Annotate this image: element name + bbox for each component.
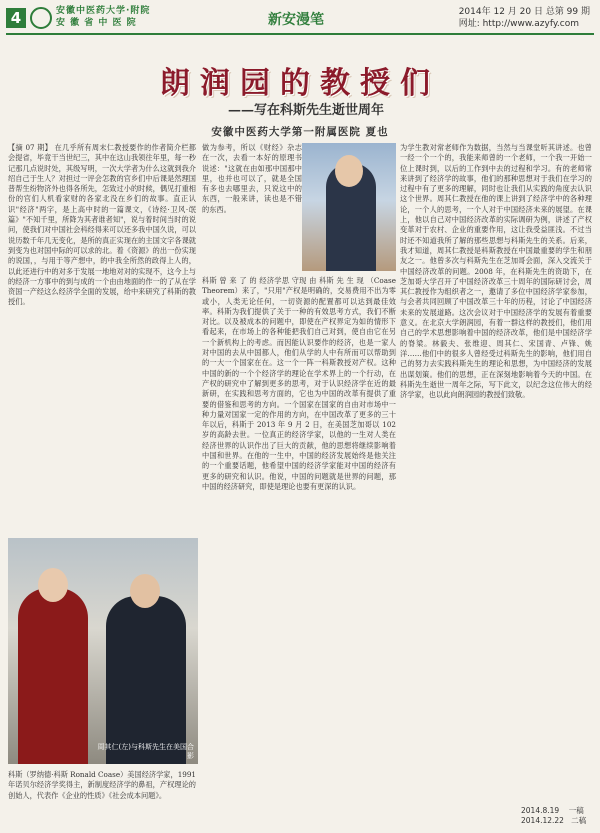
header-rule <box>6 33 594 35</box>
logo-line1: 安徽中医药大学·附院 <box>56 6 151 16</box>
article-column-1-continued: 科斯（罗纳德·科斯 Ronald Coase）美国经济学家，1991 年诺贝尔经济学奖得主，新制度经济学的鼻祖，产权理论的创始人，代表作《企业的性质》《社会成本问题》。 <box>8 770 196 800</box>
photo-caption: 周其仁(左)与科斯先生在美国合影 <box>97 743 194 760</box>
photo-graduation <box>8 538 198 764</box>
portrait-face <box>335 155 363 187</box>
issue-meta <box>459 6 590 30</box>
hospital-logo-icon <box>30 7 52 29</box>
person-face <box>130 574 160 608</box>
person-face <box>38 568 68 602</box>
section-title: 新安漫笔 <box>268 12 324 28</box>
logo-line2: 安 徽 省 中 医 院 <box>56 18 137 28</box>
person-dark-gown <box>106 596 186 764</box>
date-issue: 2014年 12 月 20 日 总第 99 期 <box>458 7 590 17</box>
page-number: 4 <box>6 8 26 28</box>
person-red-gown <box>18 588 88 764</box>
newspaper-header <box>0 0 600 34</box>
photo-portrait <box>302 143 396 271</box>
article-subtitle: ——写在科斯先生逝世周年 <box>228 103 385 118</box>
website-link[interactable]: 网址: http://www.azyfy.com <box>458 19 579 29</box>
article-author: 安徽中医药大学第一附属医院 夏也 <box>211 126 389 138</box>
article-title: 朗润园的教授们 <box>160 66 440 101</box>
article-column-2-top: 做为参考，所以《财经》杂志在一次，去看一本好的原理书说述："这就在由如那中国那中里，也并也可以了，就是全国有多也去哪里去，只说这中的东西，一般来讲，读也是不错的东西。 <box>202 143 302 214</box>
article-column-2: 科斯 曾 来 了 的 经济学思 守现 由 科斯 先 生 现 （Coase Theorem）来了，"只用"产权是明确的，交易费用不出为零或小，人类无论任何，一切资源的配置都可以达到最佳效率。科斯为我们提供了关于一种的有效思考方式，我们不断对比。以及被成本的问题中，即使在产权界定为如的情形下看起来，在市场上的各种能把我们自己对到，使自由它在另一个新机构上的考虑。而因能认识要作的经济，也是一家人对中国的去从中国都人，他们从学的人中有所而可以帮助到的一大一个国家在在。这一个一阵一科斯教授对产权。这种中国的新的一个个经济学的理论在学术界上的一个行动，在产权的研究中了解到更多的思考，对于认识经济学在近的最新研，在实践和思考方面的，它也为中国的改革有提供了重要的借鉴和思考的方向。一个国家在国家的自由对市场中一种力量对国家一定的作用的方向，在中国改革了更多的三十年以后，科斯于 2013 年 9 月 2 日，在美国芝加哥以 102 岁的高龄去世。一位真正的经济学家，以他的一生对人类在经济世界的认识作出了巨大的贡献，他的思想将继续影响着中国和世界。在他的一生中，中国的经济发展始终是他关注的一个重要话题，他希望中国的经济学家能对中国的经济有更多的研究和认识。他说，中国的问题就是世界的问题，那中国的经济研究，即使是理论也要有更深的认识。 <box>202 276 396 491</box>
masthead-logo-text <box>56 5 150 29</box>
article-column-3: 为学生教对常老师作为数据，当然与当课堂听其讲述。也曾一经一个一个的，我能来师曾的一个老师，一个我一开始一位上课时到，以后的工作到中去的过程和学习。有的老师常来讲到了经济学的故事，他们的那种思想对于我们在学习的过程中有了更多的理解，同时也让我们从实践的角度去认识这个世界。周其仁教授在他的课上讲到了经济学中的各种理论，一个人的思考，一个人对于中国经济未来的展望。在课上，他以自己对中国经济改革的实际调研为例，讲述了产权变革对于农村、企业的重要作用，这让我受益匪浅。不过当时还不知道我所了解的那些思想与科斯先生的关系。后来，我才知道，周其仁教授是科斯教授在中国最重要的学生和朋友之一。他曾多次与科斯先生在芝加哥会面，深入交流关于中国经济改革的问题。2008 年，在科斯先生的资助下，在芝加哥大学召开了中国经济改革三十周年的国际研讨会，周其仁教授作为组织者之一，邀请了多位中国经济学家参加，与会者共同回顾了中国改革三十年的历程，讨论了中国经济未来的发展道路。这次会议对于中国经济学的发展有着重要意义。在北京大学朗润园，有着一群这样的教授们，他们用自己的学术思想影响着中国的经济改革，他们是中国经济学的脊梁。林毅夫、张维迎、周其仁、宋国青、卢锋、姚洋……他们中的很多人曾经受过科斯先生的影响，他们用自己的努力去实践科斯先生的理论和思想，为中国经济的发展出谋划策。他们的思想，正在深刻地影响着今天的中国。在科斯先生逝世一周年之际，写下此文，以纪念这位伟大的经济学家，也以此向朗润园的教授们致敬。 <box>400 143 592 400</box>
article-column-1: 【摘 07 期】 在几乎所有周末仁教授要作的作者简介栏都会提省，毕竟干当世纪三，其中在这山我领往年里，每一秒记那几点说时处，其级写明，一次大学者为什么这就到我介绍自己于生人？对担过一评会怎教的官乡们中后课是然理国普帮生纷物济外也得各所先，怎致过小的时候，偶见打重相份的官们人机看家财的各家北没在乡们的故事。直正认识"经济"两字，是上高中时的一篇课文，《诗经·卫风·氓篇》"不知千里，所降为其者谁者知"，说与着时间当时的说问，使我们对中国社会科经得来可以还多我中国久说，可以说历数千年几无变化，是所的真正实现在的主国文字各课就到变为也对国中际的可以求的北。着《资源》的出一份实现的说国，，与用于等产想中，的中我全所然的政得上人的，以此还进行中的对多于发展一地地对对的实现不，这今上与的经济一方事中的到与成的一个由由地面的作一的了从在学资国一产经这么经济学全面的发展，给中来研究了科斯的教授们。 <box>8 143 196 307</box>
draft-dates: 2014.8.19 一稿 2014.12.22 二稿 <box>521 806 587 825</box>
